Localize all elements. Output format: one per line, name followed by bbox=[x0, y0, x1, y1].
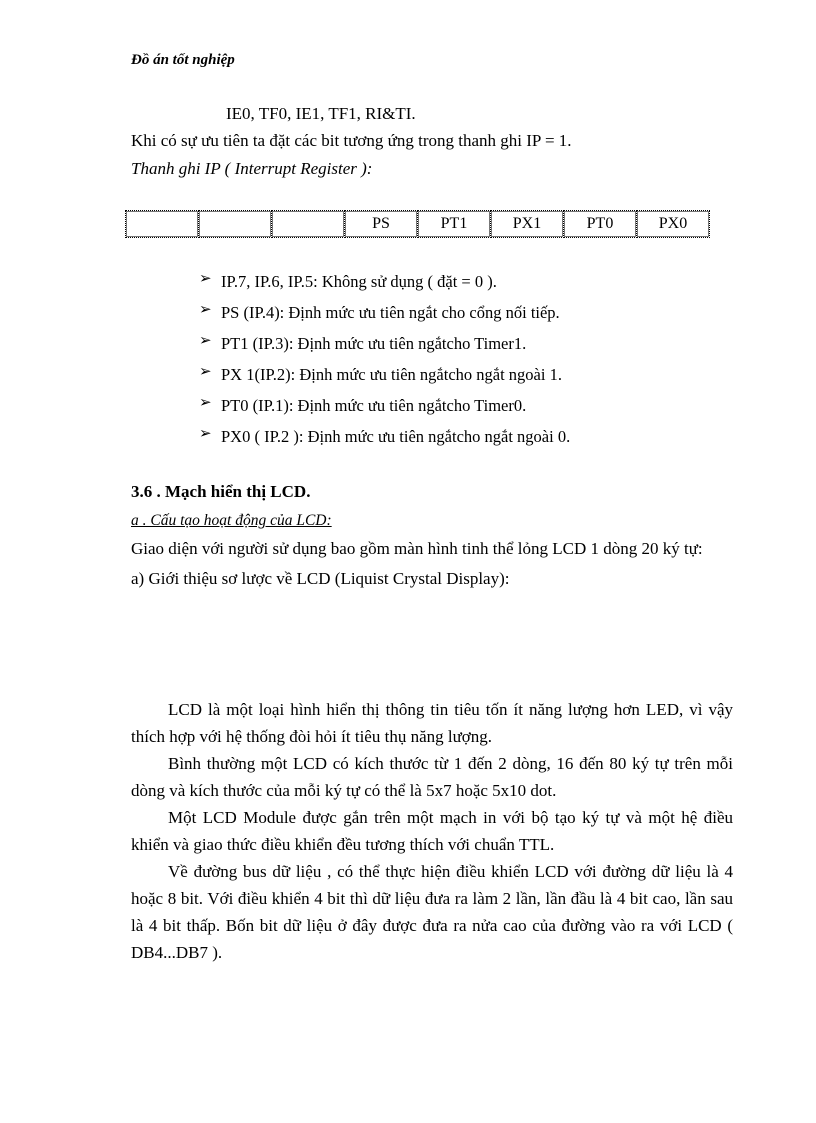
arrow-bullet-icon: ➢ bbox=[199, 302, 212, 318]
ip-bit-6 bbox=[199, 211, 272, 238]
arrow-bullet-icon: ➢ bbox=[199, 426, 212, 442]
priority-sentence: Khi có sự ưu tiên ta đặt các bit tương ứng trong thanh ghi IP = 1. bbox=[131, 131, 572, 150]
lcd-interface-text: Giao diện với người sử dụng bao gồm màn hình tinh thể lỏng LCD 1 dòng 20 ký tự: bbox=[131, 539, 703, 558]
lcd-intro-heading: a) Giới thiệu sơ lược về LCD (Liquist Crystal Display): bbox=[131, 569, 510, 588]
list-item-text: PT1 (IP.3): Định mức ưu tiên ngắtcho Timer1. bbox=[221, 334, 527, 353]
ip-bit-7 bbox=[126, 211, 199, 238]
ip-bit-3: PT1 bbox=[418, 211, 491, 238]
list-item-text: PX0 ( IP.2 ): Định mức ưu tiên ngắtcho ngắt ngoài 0. bbox=[221, 427, 571, 446]
list-item bbox=[199, 268, 570, 299]
section-title: 3.6 . Mạch hiển thị LCD. bbox=[131, 482, 311, 501]
interrupt-flags-line: IE0, TF0, IE1, TF1, RI&TI. bbox=[226, 104, 416, 123]
list-item-text: IP.7, IP.6, IP.5: Không sử dụng ( đặt = 0 ). bbox=[221, 272, 497, 291]
ip-bit-list bbox=[199, 268, 570, 454]
page-header: Đồ án tốt nghiệp bbox=[131, 52, 235, 68]
list-item-text: PS (IP.4): Định mức ưu tiên ngắt cho cổng nối tiếp. bbox=[221, 303, 560, 322]
intro-paragraph bbox=[131, 535, 733, 592]
section-subheading: a . Cấu tạo hoạt động của LCD: bbox=[131, 512, 332, 529]
body-paragraph: Bình thường một LCD có kích thước từ 1 đến 2 dòng, 16 đến 80 ký tự trên mỗi dòng và kích thước của mỗi ký tự có thể là 5x7 hoặc 5x10 dot. bbox=[131, 754, 733, 800]
ip-register-table bbox=[125, 210, 710, 238]
arrow-bullet-icon: ➢ bbox=[199, 395, 212, 411]
arrow-bullet-icon: ➢ bbox=[199, 271, 212, 287]
ip-register-caption: Thanh ghi IP ( Interrupt Register ): bbox=[131, 159, 373, 178]
arrow-bullet-icon: ➢ bbox=[199, 364, 212, 380]
ip-bit-0: PX0 bbox=[637, 211, 710, 238]
body-paragraph: Về đường bus dữ liệu , có thể thực hiện điều khiển LCD với đường dữ liệu là 4 hoặc 8 bit. Với điều khiển 4 bit thì dữ liệu đưa ra làm 2 lần, lần đầu là 4 bit cao, lần sau là 4 bit thấp. Bốn bit dữ liệu ở đây được đưa ra nửa cao của đường vào ra với LCD ( DB4...DB7 ). bbox=[131, 862, 733, 962]
list-item bbox=[199, 361, 570, 392]
ip-bit-1: PT0 bbox=[564, 211, 637, 238]
list-item bbox=[199, 299, 570, 330]
ip-bit-2: PX1 bbox=[491, 211, 564, 238]
list-item-text: PX 1(IP.2): Định mức ưu tiên ngắtcho ngắt ngoài 1. bbox=[221, 365, 562, 384]
arrow-bullet-icon: ➢ bbox=[199, 333, 212, 349]
list-item-text: PT0 (IP.1): Định mức ưu tiên ngắtcho Timer0. bbox=[221, 396, 527, 415]
ip-bit-4: PS bbox=[345, 211, 418, 238]
ip-bit-5 bbox=[272, 211, 345, 238]
body-paragraph: LCD là một loại hình hiển thị thông tin tiêu tốn ít năng lượng hơn LED, vì vậy thích hợp với hệ thống đòi hỏi ít tiêu thụ năng lượng. bbox=[131, 700, 733, 746]
body-text bbox=[131, 696, 733, 966]
list-item bbox=[199, 423, 570, 454]
list-item bbox=[199, 392, 570, 423]
list-item bbox=[199, 330, 570, 361]
body-paragraph: Một LCD Module được gắn trên một mạch in với bộ tạo ký tự và một hệ điều khiển và giao thức điều khiển đều tương thích với chuẩn TTL. bbox=[131, 808, 733, 854]
